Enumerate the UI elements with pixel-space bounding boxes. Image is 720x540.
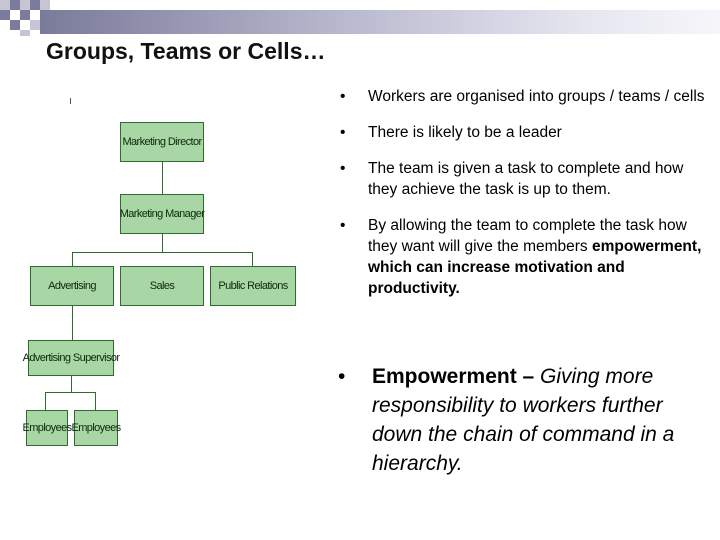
bullet-text <box>368 217 701 297</box>
empowerment-term: Empowerment – <box>372 365 541 388</box>
org-box-public-relations: Public Relations <box>210 266 296 306</box>
connector-line <box>72 252 73 266</box>
bullet-item <box>338 122 708 143</box>
connector-line <box>95 392 96 410</box>
connector-line <box>71 376 72 392</box>
bullet-text-bold: empowerment, which can increase motivation and productivity. <box>368 238 702 297</box>
connector-line <box>162 234 163 252</box>
bullet-text-plain: By allowing the team to complete the task how they want will give the members <box>368 217 687 255</box>
bullet-marker: • <box>340 88 346 105</box>
org-box-marketing-director: Marketing Director <box>120 122 204 162</box>
connector-line <box>162 162 163 194</box>
connector-line <box>45 392 96 393</box>
org-box-advertising: Advertising <box>30 266 114 306</box>
header-decoration <box>0 0 720 36</box>
bullet-text: The team is given a task to complete and how they achieve the task is up to them. <box>368 160 684 198</box>
connector-line <box>72 252 253 253</box>
stray-mark <box>70 98 71 104</box>
connector-line <box>72 306 73 340</box>
bullet-item <box>338 215 708 299</box>
bullet-text: Workers are organised into groups / teams / cells <box>368 88 705 105</box>
org-box-marketing-manager: Marketing Manager <box>120 194 204 234</box>
empowerment-definition <box>338 362 708 478</box>
org-box-employees: Employees <box>74 410 118 446</box>
bullet-list <box>338 86 708 314</box>
slide-title: Groups, Teams or Cells… <box>46 38 326 64</box>
bullet-marker: • <box>338 365 346 388</box>
bullet-item <box>338 86 708 107</box>
connector-line <box>252 252 253 266</box>
connector-line <box>45 392 46 410</box>
empowerment-meaning: Giving more responsibility to workers further down the chain of command in a hierarchy. <box>372 365 675 475</box>
org-box-employees: Employees <box>26 410 68 446</box>
org-box-advertising-supervisor: Advertising Supervisor <box>28 340 114 376</box>
bullet-text: There is likely to be a leader <box>368 124 562 141</box>
bullet-item <box>338 158 708 200</box>
bullet-marker: • <box>340 217 346 234</box>
bullet-marker: • <box>340 160 346 177</box>
bullet-marker: • <box>340 124 346 141</box>
header-gradient-band <box>40 10 720 34</box>
org-box-sales: Sales <box>120 266 204 306</box>
